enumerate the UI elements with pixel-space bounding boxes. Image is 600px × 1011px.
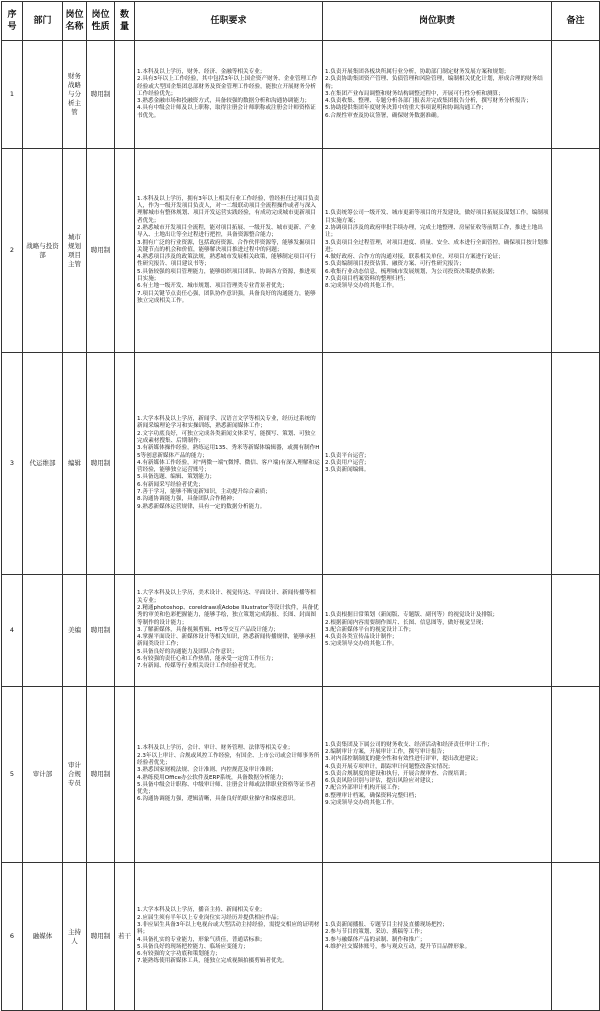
duties-line: 5.协助提供集团年度财务决算中的重大事项说明和协调沟通工作； xyxy=(325,105,487,112)
requirements-line: 3.非应届生具备3年以上电视台或大型活动主持经验，需提交相应的证明材料； xyxy=(137,921,320,936)
table-row xyxy=(2,687,600,863)
duties-line: 4.做好政府、合作方的沟通对接，联系相关单位，对项目方案进行论证； xyxy=(325,254,504,261)
duties-line: 7.配合外部审计机构开展工作； xyxy=(325,785,404,792)
duties-line: 6.负责风险识别与评估，提出风险应对建议； xyxy=(325,778,437,785)
duties-line: 1.负责集团及下属公司的财务收支、经济活动和经济责任审计工作； xyxy=(325,741,493,748)
position-name-cell: 城市规划项目主管 xyxy=(63,149,87,353)
requirements-line: 4.具备扎实的专业能力，形象气质佳，普通话标准； xyxy=(137,936,266,943)
duties-line: 3.对内部控制制度的健全性和有效性进行评审，提出改进建议； xyxy=(325,756,482,763)
duties-line: 1.负责平台运营； xyxy=(325,452,370,459)
requirements-line: 2.应届生须有半年以上专业岗位实习经历并提供相应作品； xyxy=(137,914,283,921)
row-number: 2 xyxy=(2,149,23,353)
header-qty: 数量 xyxy=(115,2,135,41)
requirements-line: 6.有新闻采写经验者优先； xyxy=(137,481,204,488)
duties-line: 2.负责用户运营； xyxy=(325,459,370,466)
department-cell: 审计部 xyxy=(23,687,63,863)
duties-line: 3.参与融媒体产品的录制、制作和推广； xyxy=(325,936,426,943)
remarks-cell xyxy=(552,149,600,353)
requirements-line: 2.文字功底良好，可独立完成各类新闻文体采写，能撰写、策划、可独立完成素材搜集、后期制作； xyxy=(137,430,316,444)
duties-line: 4.负责收集、整理、专题分析各部门报表并完成集团报告分析，撰写财务分析报告； xyxy=(325,98,532,105)
requirements-line: 3.熟悉国家财税法规、会计准则、内控规范及审计准则； xyxy=(137,767,277,774)
duties-line: 9.完成领导交办的其他工作。 xyxy=(325,800,398,807)
requirements-line: 5.具备中级会计职称、中级审计师、注册会计师或法律职业资格等证书者优先； xyxy=(137,781,316,796)
requirements-line: 1.本科及以上学历，财务、经济、金融等相关专业； xyxy=(137,68,266,75)
duties-cell xyxy=(323,687,552,863)
table-row xyxy=(2,863,600,1011)
department-cell: 代运维部 xyxy=(23,353,63,575)
requirements-line: 3.熟悉金融市场和投融资方式，具备较强的数据分析和沟通协调能力； xyxy=(137,98,311,105)
duties-cell xyxy=(323,353,552,575)
requirements-line: 7.项目关键节点责任心强，团队协作意识强，具备良好的沟通能力，能够独立完成相关工作。 xyxy=(137,290,316,304)
row-number: 6 xyxy=(2,863,23,1011)
requirements-line: 1.大学本科及以上学历，新闻学、汉语言文学等相关专业，经历过系统的新闻采编理论学习和实操训练，熟悉新闻媒体工作； xyxy=(137,416,316,430)
row-number: 5 xyxy=(2,687,23,863)
table-row xyxy=(2,575,600,687)
duties-line: 5.负责编制项目投资估算、融资方案、可行性研究报告； xyxy=(325,261,465,268)
requirements-line: 4.有新媒体工作经验，对"两微一端"(微博、微信、客户端)有深入理解和运营经验，能够独立运营账号； xyxy=(137,459,320,474)
department-cell xyxy=(23,575,63,687)
remarks-cell xyxy=(552,41,600,149)
duties-cell xyxy=(323,149,552,353)
requirements-line: 1.本科及以上学历，拥有3年以上相关行业工作经验，曾经担任过项目负责人，作为一级开发项目负责人，对一二级联动项目全流程操作或者与深入理解城市有整体规划、项目开发运营实践经验，有成功完成城市更新项目者优先； xyxy=(137,195,320,224)
duties-line: 3.配合新媒体平台的视觉设计工作； xyxy=(325,626,415,633)
requirements-line: 2.3年以上审计、合规或风控工作经验，有国企、上市公司或会计师事务所经验者优先； xyxy=(137,752,320,766)
duties-line: 6.合规性审查及协议签署，确保财务数据准确。 xyxy=(325,112,443,119)
header-remarks: 备注 xyxy=(552,2,600,41)
position-name-cell: 财务战略与分析主管 xyxy=(63,41,87,149)
position-name-cell: 编辑 xyxy=(63,353,87,575)
remarks-cell xyxy=(552,687,600,863)
row-number: 4 xyxy=(2,575,23,687)
header-dept: 部门 xyxy=(23,2,63,41)
duties-line: 2.负责协助集团资产管理、负债管理和风险管理，编制相关优化计划，形成合理的财务结构； xyxy=(325,76,543,90)
duties-line: 2.根据新闻内容需要制作图片、长图、信息图等，做好视觉呈现； xyxy=(325,619,487,626)
duties-line: 3.负责项目全过程管理，对项目进度、质量、安全、成本进行全面管控，确保项目按计划推进； xyxy=(325,239,549,253)
position-nature-cell: 聘用制 xyxy=(87,353,115,575)
duties-line: 2.参与节目的策划、采访、撰稿等工作； xyxy=(325,929,426,936)
duties-line: 8.完成领导交办的其他工作。 xyxy=(325,283,398,290)
requirements-cell xyxy=(135,863,323,1011)
quantity-cell xyxy=(115,149,135,353)
requirements-line: 4.熟练使用Office办公软件及ERP系统，具备数据分析能力； xyxy=(137,774,287,781)
position-nature-cell: 聘用制 xyxy=(87,149,115,353)
job-table xyxy=(1,1,600,1011)
requirements-line: 2.具有3年以上工作经验，其中包括3年以上国企资产财务、企业管理工作经验或大型国企集团总部财务及资金管理工作经验，能独立开展财务分析工作经验优先； xyxy=(137,76,318,97)
header-no: 序号 xyxy=(2,2,23,41)
position-name-cell: 审计合规专员 xyxy=(63,687,87,863)
department-cell: 融媒体 xyxy=(23,863,63,1011)
duties-line: 1.负责新闻播报、专题节目主持及直播现场把控； xyxy=(325,921,448,928)
header-row xyxy=(2,2,600,41)
requirements-line: 6.沟通协调能力强，逻辑清晰，具备良好的职业操守和保密意识。 xyxy=(137,796,299,803)
requirements-line: 5.具备选题、编辑、策划能力； xyxy=(137,474,216,481)
duties-line: 5.负责合规制度的建设和执行，开展合规审查、合规培训； xyxy=(325,770,471,777)
row-number: 3 xyxy=(2,353,23,575)
duties-line: 2.协调项目涉及的政府审批手续办理，完成土地整理、房屋征收等前期工作，推进土地出让； xyxy=(325,224,543,239)
requirements-line: 4.熟悉项目涉及的政策法规，熟悉城市发展相关政策，能够制定项目可行性研究报告、项目建议书等； xyxy=(137,254,316,268)
requirements-line: 5.具备良好的沟通能力及团队合作意识； xyxy=(137,648,238,655)
quantity-cell xyxy=(115,41,135,149)
position-name-cell: 美编 xyxy=(63,575,87,687)
row-number: 1 xyxy=(2,41,23,149)
duties-line: 5.完成领导交办的其他工作。 xyxy=(325,641,398,648)
duties-line: 8.整理审计档案，确保资料完整归档； xyxy=(325,792,420,799)
table-row xyxy=(2,353,600,575)
requirements-cell xyxy=(135,41,323,149)
requirements-line: 2.精通photoshop、coreldraw或Adobe Illustrator等设计软件，具备优秀的审美和色彩把握能力，能够手绘，独立策划完成海报、长图、封面图等制作的设计能力； xyxy=(137,604,319,626)
duties-line: 7.负责项目档案资料的整理归档； xyxy=(325,276,409,283)
requirements-line: 3.了解新媒体，具备视频剪辑、H5等交互产品设计能力； xyxy=(137,626,279,633)
requirements-line: 9.熟悉新媒体运营规律，具有一定的数据分析能力。 xyxy=(137,503,266,510)
position-nature-cell: 聘用制 xyxy=(87,863,115,1011)
header-duties: 岗位职责 xyxy=(323,2,552,41)
department-cell: 战略与投资部 xyxy=(23,149,63,353)
requirements-line: 1.大学本科及以上学历，美术设计、视觉传达、平面设计、新闻传播等相关专业； xyxy=(137,590,316,604)
duties-cell xyxy=(323,863,552,1011)
duties-line: 3.负责新闻编辑。 xyxy=(325,467,370,474)
duties-line: 4.维护社交媒体账号，参与观众互动，提升节目品牌形象。 xyxy=(325,943,471,950)
requirements-line: 4.掌握平面设计、新媒体设计等相关知识，熟悉新闻传播规律，能够承担新闻类设计工作； xyxy=(137,634,316,648)
header-nature: 岗位性质 xyxy=(87,2,115,41)
position-nature-cell: 聘用制 xyxy=(87,41,115,149)
duties-line: 6.收集行业动态信息，梳理城市发展规划，为公司投资决策提供依据； xyxy=(325,268,499,275)
table-row xyxy=(2,41,600,149)
requirements-line: 8.沟通协调能力强，具备团队合作精神； xyxy=(137,496,238,503)
requirements-line: 7.能熟练使用新媒体工具，能独立完成视频拍摄剪辑者优先。 xyxy=(137,958,288,965)
table-row xyxy=(2,149,600,353)
requirements-line: 6.有土地一级开发、城市规划、项目管理类专业背景者优先； xyxy=(137,283,288,290)
header-name: 岗位名称 xyxy=(63,2,87,41)
requirements-line: 5.具备良好的现场把控能力、临场应变能力； xyxy=(137,943,249,950)
department-cell xyxy=(23,41,63,149)
position-name-cell: 主持人 xyxy=(63,863,87,1011)
duties-line: 1.负责根据日常策划（新闻版、专题版、副刊等）的视觉设计及排版； xyxy=(325,612,499,619)
requirements-cell xyxy=(135,687,323,863)
duties-line: 2.编制审计方案，开展审计工作，撰写审计报告； xyxy=(325,748,448,755)
requirements-line: 7.善于学习，能够不断更新知识，主动提升综合素质； xyxy=(137,489,271,496)
requirements-line: 3.拥有广泛的行业资源，包括政府资源、合作伙伴资源等，能够发掘项目关键节点的机会和价值，能够解决项目推进过程中的问题； xyxy=(137,239,316,253)
requirements-line: 1.大学本科及以上学历，播音主持、新闻相关专业； xyxy=(137,907,266,914)
quantity-cell xyxy=(115,687,135,863)
remarks-cell xyxy=(552,353,600,575)
requirements-line: 7.有新闻、传媒等行业相关设计工作经验者优先。 xyxy=(137,663,260,670)
requirements-line: 5.具备较强的项目管理能力，能够组织项目团队、协调各方资源，推进项目实施； xyxy=(137,268,316,283)
duties-line: 4.负责开展专项审计，跟踪审计问题整改落实情况； xyxy=(325,763,454,770)
requirements-line: 4.具有中级会计师及以上职称，取得注册会计师职称或注册会计师资格证书优先。 xyxy=(137,105,316,119)
requirements-line: 1.本科及以上学历，会计、审计、财务管理、法律等相关专业； xyxy=(137,745,294,752)
duties-line: 4.负责各类宣传品设计制作； xyxy=(325,634,398,641)
duties-cell xyxy=(323,41,552,149)
requirements-cell xyxy=(135,575,323,687)
requirements-cell xyxy=(135,149,323,353)
position-nature-cell: 聘用制 xyxy=(87,575,115,687)
requirements-line: 6.有较强的文字功底和策划能力； xyxy=(137,951,221,958)
requirements-line: 3.有新媒体操作经验，熟练运用135、秀米等新媒体编辑器，或拥有制作H5等创意新媒体产品的能力； xyxy=(137,445,320,459)
requirements-line: 6.有较强的责任心和工作热情，能承受一定的工作压力； xyxy=(137,656,277,663)
quantity-cell xyxy=(115,575,135,687)
quantity-cell: 若干 xyxy=(115,863,135,1011)
remarks-cell xyxy=(552,575,600,687)
duties-line: 1.负责统筹公司一级开发、城市更新等项目的开发建设，做好项目拓展及谋划工作，编制项目实施方案； xyxy=(325,210,549,224)
duties-cell xyxy=(323,575,552,687)
remarks-cell xyxy=(552,863,600,1011)
quantity-cell xyxy=(115,353,135,575)
duties-line: 1.负责开展集团各板块所属行业分析，协助部门制定财务发展方案和规划； xyxy=(325,68,510,75)
duties-line: 3.在集团产业布局调整和财务结构调整过程中，开展可行性分析和测算； xyxy=(325,90,504,97)
header-requirements: 任职要求 xyxy=(135,2,323,41)
requirements-cell xyxy=(135,353,323,575)
position-nature-cell: 聘用制 xyxy=(87,687,115,863)
requirements-line: 2.熟悉城市开发项目全流程，能对项目拓展、一级开发、城市更新、产业导入、土地出让等全过程进行把控，具备资源整合能力； xyxy=(137,224,316,239)
